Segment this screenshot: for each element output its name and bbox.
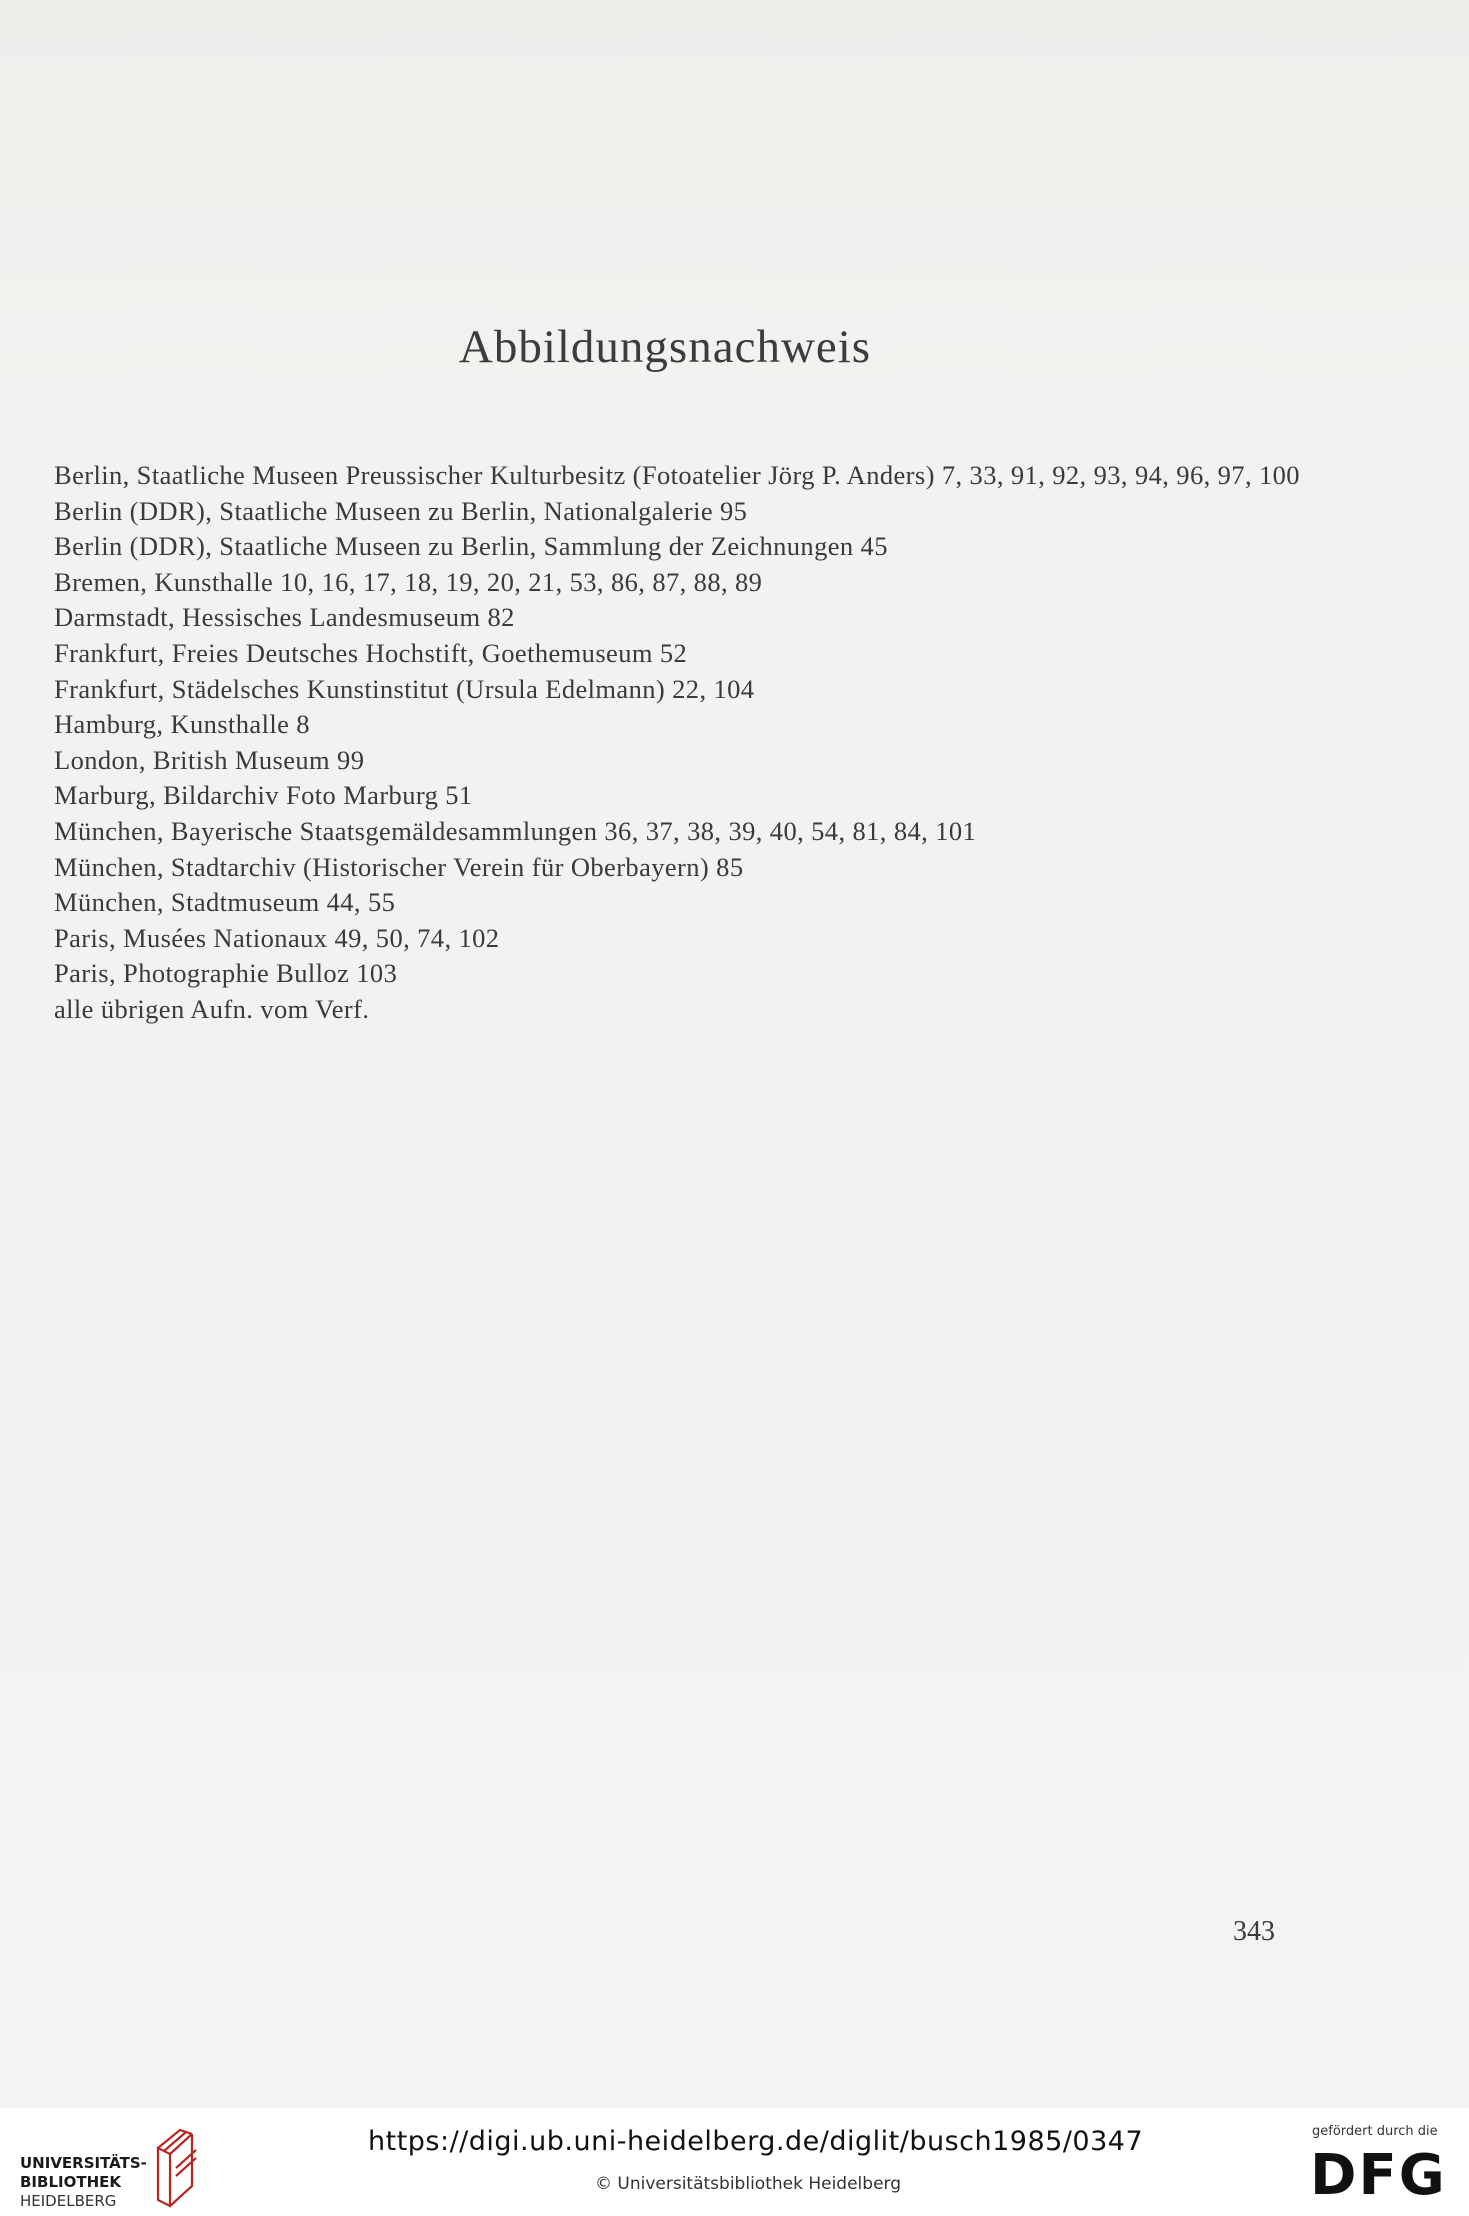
viewer-footer xyxy=(0,2108,1469,2216)
dfg-logo-text: DFG xyxy=(1310,2143,1447,2200)
page-title: Abbildungsnachweis xyxy=(458,321,872,373)
credit-entry: Darmstadt, Hessisches Landesmuseum 82 xyxy=(54,602,515,633)
credit-entry: Berlin (DDR), Staatliche Museen zu Berlin, Sammlung der Zeichnungen 45 xyxy=(54,531,888,562)
credit-entry: Berlin (DDR), Staatliche Museen zu Berlin, Nationalgalerie 95 xyxy=(54,495,748,526)
ub-heidelberg-logo[interactable] xyxy=(20,2128,210,2208)
library-book-icon xyxy=(148,2128,208,2208)
credit-entry: London, British Museum 99 xyxy=(54,744,365,775)
credit-entry: Frankfurt, Freies Deutsches Hochstift, Goethemuseum 52 xyxy=(54,637,688,668)
credit-entry: Frankfurt, Städelsches Kunstinstitut (Ursula Edelmann) 22, 104 xyxy=(54,673,755,704)
credits-list xyxy=(54,458,1314,1028)
credit-entry: München, Stadtarchiv (Historischer Verein für Oberbayern) 85 xyxy=(54,851,744,882)
credit-entry: München, Stadtmuseum 44, 55 xyxy=(54,887,396,918)
page-number: 343 xyxy=(1233,1916,1275,1947)
credit-entry: alle übrigen Aufn. vom Verf. xyxy=(54,993,370,1024)
credit-entry: Paris, Photographie Bulloz 103 xyxy=(54,958,398,989)
credit-entry: Hamburg, Kunsthalle 8 xyxy=(54,709,310,740)
credit-entry: München, Bayerische Staatsgemäldesammlungen 36, 37, 38, 39, 40, 54, 81, 84, 101 xyxy=(54,815,977,846)
dfg-logo[interactable] xyxy=(1308,2142,1448,2200)
credit-entry: Marburg, Bildarchiv Foto Marburg 51 xyxy=(54,780,473,811)
permalink-url[interactable]: https://digi.ub.uni-heidelberg.de/diglit/busch1985/0347 xyxy=(368,2126,1144,2157)
copyright-notice: © Universitätsbibliothek Heidelberg xyxy=(595,2174,902,2194)
funding-note: gefördert durch die xyxy=(1312,2124,1438,2139)
credit-entry: Paris, Musées Nationaux 49, 50, 74, 102 xyxy=(54,922,500,953)
credit-entry: Berlin, Staatliche Museen Preussischer Kulturbesitz (Fotoatelier Jörg P. Anders) 7, 33, 91, 92, 93, 94, 96, 97, 100 xyxy=(54,460,1300,490)
credit-entry: Bremen, Kunsthalle 10, 16, 17, 18, 19, 20, 21, 53, 86, 87, 88, 89 xyxy=(54,566,763,597)
library-name: UNIVERSITÄTS- BIBLIOTHEK HEIDELBERG xyxy=(20,2154,147,2210)
